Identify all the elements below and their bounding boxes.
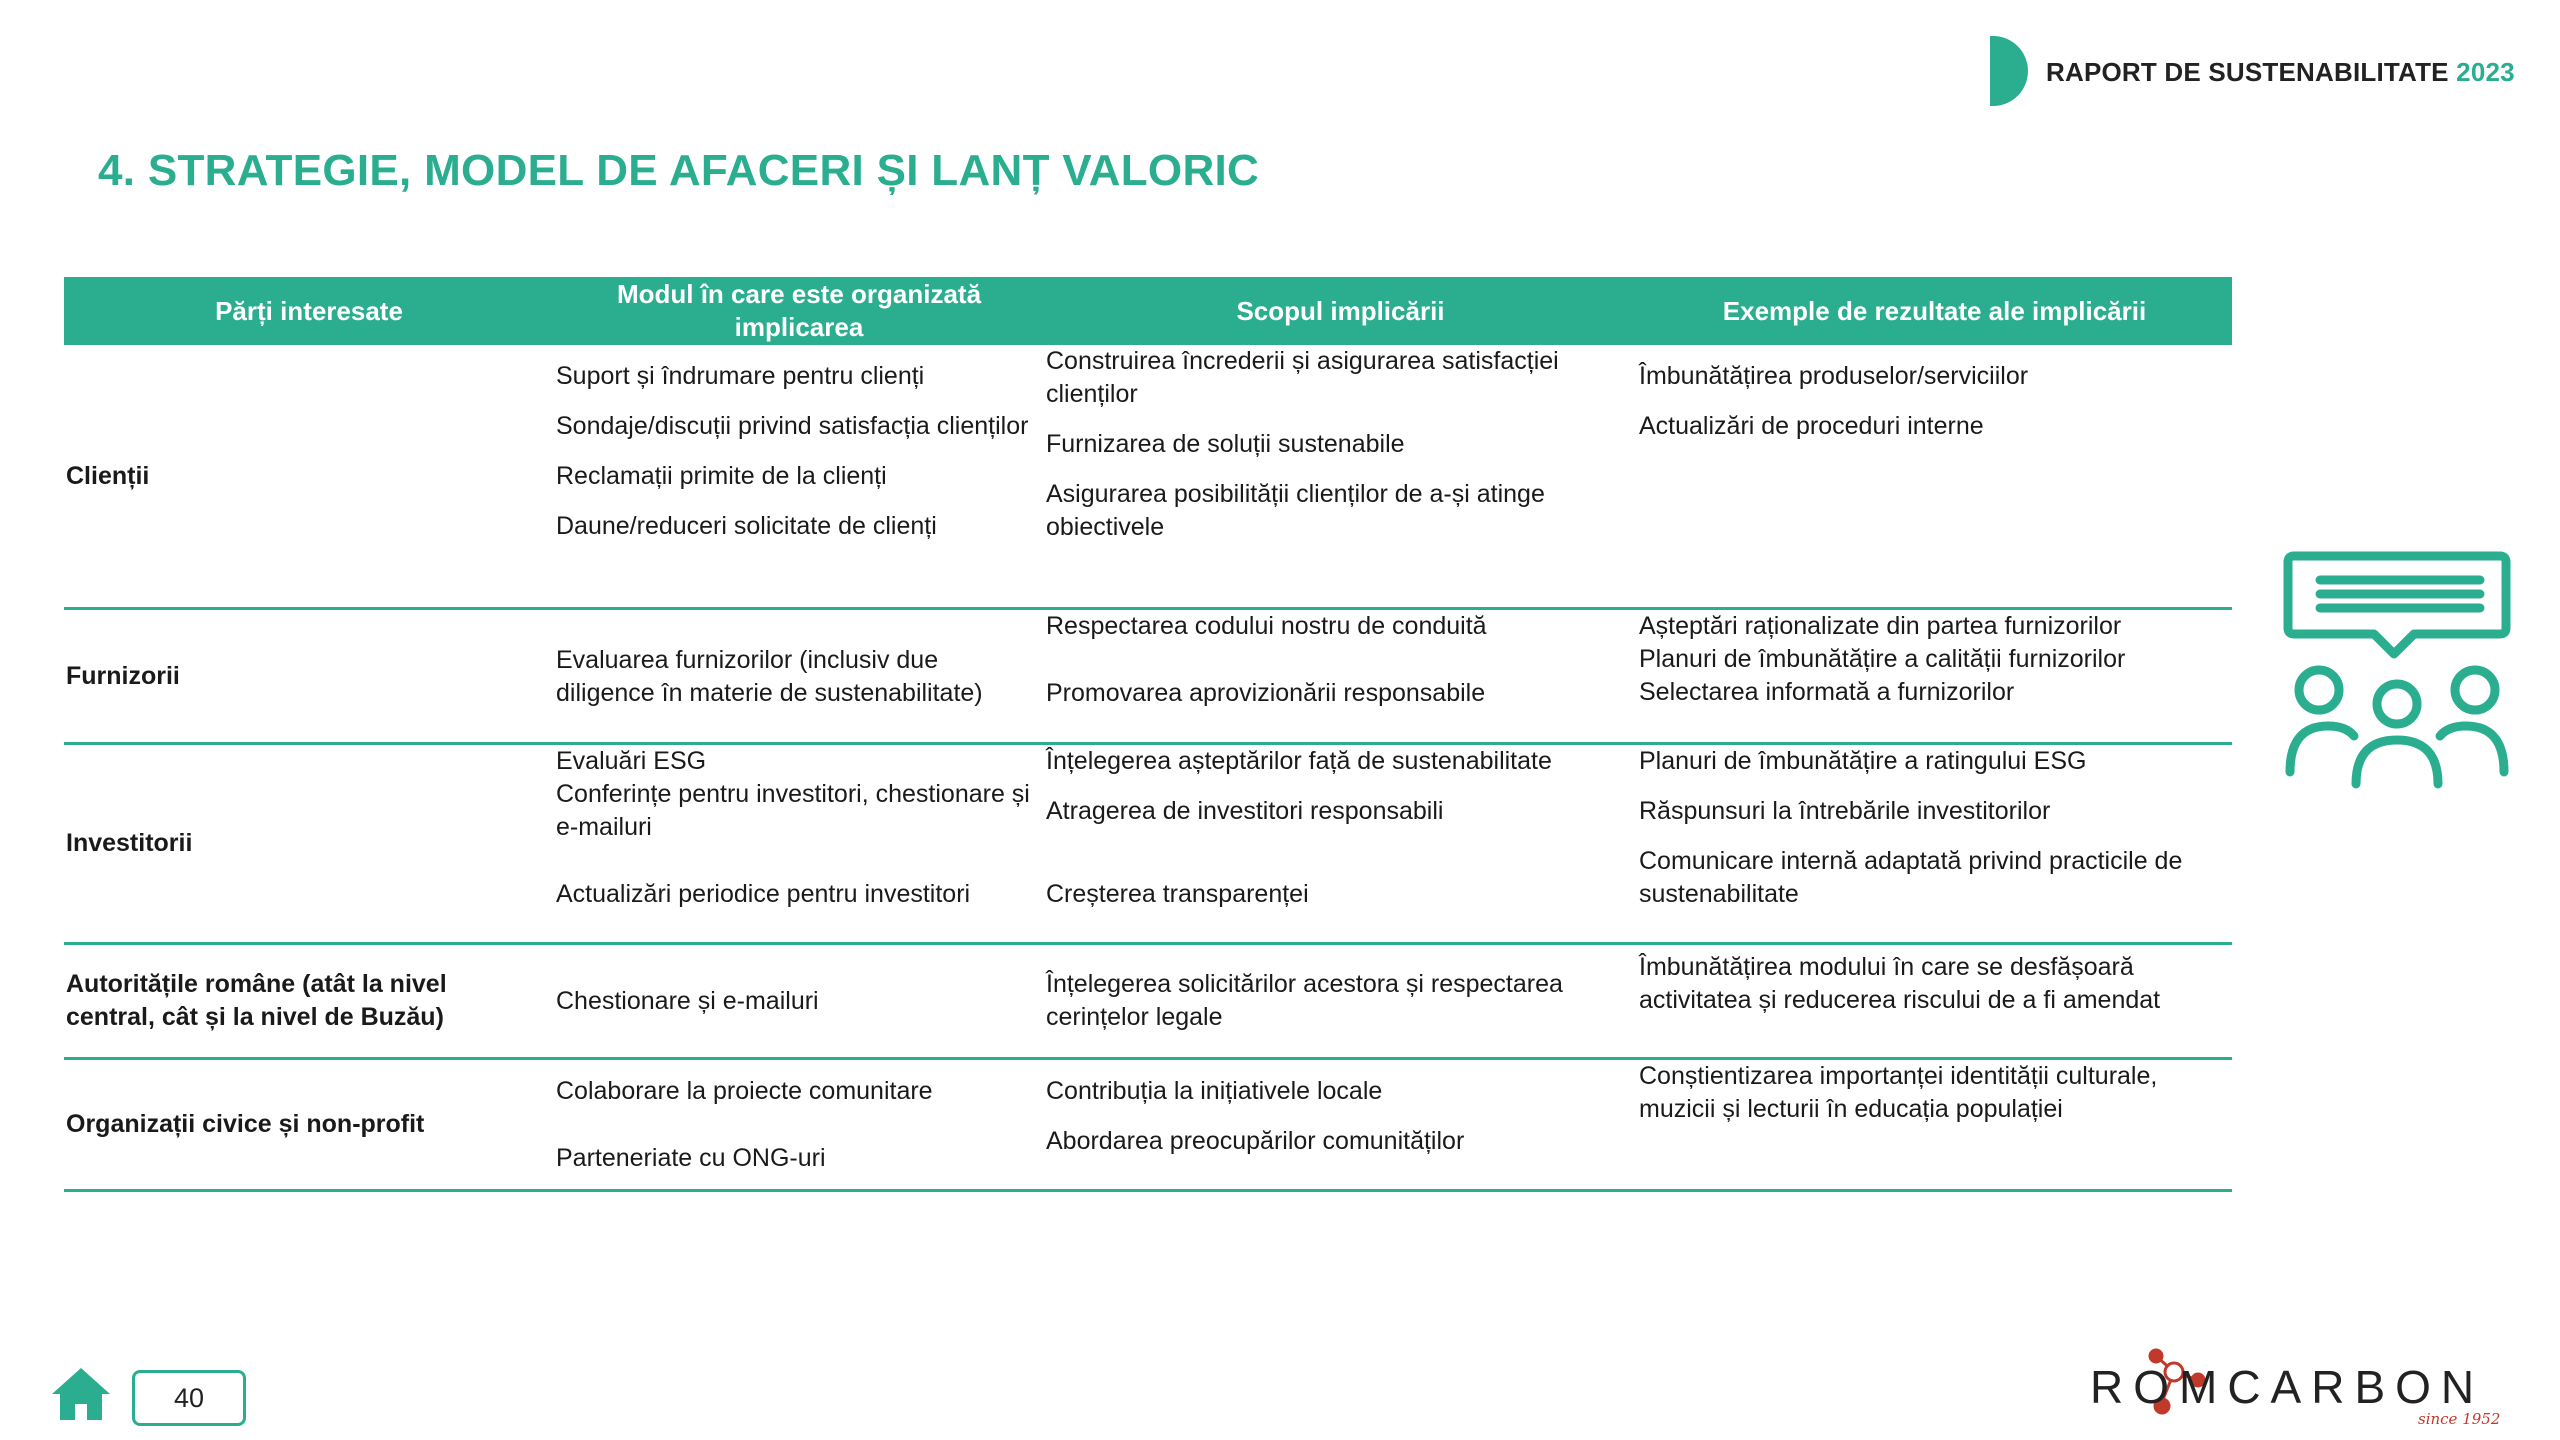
list-item: Conștientizarea importanței identității culturale, muzicii și lecturii în educația populației	[1639, 1062, 2158, 1123]
list-item: Promovarea aprovizionării responsabile	[1046, 679, 1486, 707]
report-year: 2023	[2456, 57, 2515, 87]
stakeholders-discussion-icon	[2282, 550, 2512, 790]
table-row	[64, 1060, 2232, 1192]
romcarbon-logo-text: ROMCARBON	[2090, 1361, 2485, 1413]
engagement-results-list	[1637, 345, 2232, 607]
list-item: Evaluarea furnizorilor (inclusiv due diligence în materie de sustenabilitate)	[556, 646, 983, 707]
list-item: Asigurarea posibilității clienților de a-și atinge obiectivele	[1046, 480, 1545, 541]
list-item: Planuri de îmbunătățire a calității furnizorilor	[1639, 645, 2126, 673]
list-item: Chestionare și e-mailuri	[556, 986, 819, 1015]
list-item: Parteneriate cu ONG-uri	[556, 1144, 826, 1172]
list-item: Creșterea transparenței	[1046, 880, 1309, 908]
list-item: Răspunsuri la întrebările investitorilor	[1639, 797, 2051, 825]
header-engagement-purpose: Scopul implicării	[1236, 295, 1445, 326]
engagement-purpose-list	[1044, 745, 1637, 942]
engagement-mode-list	[554, 1060, 1044, 1189]
engagement-mode-list	[554, 745, 1044, 942]
engagement-purpose-list	[1044, 610, 1637, 742]
list-item: Îmbunătățirea modului în care se desfășoară activitatea și reducerea riscului de a fi amendat	[1639, 953, 2161, 1014]
stakeholder-name: Furnizorii	[66, 661, 180, 690]
list-item: Așteptări raționalizate din partea furnizorilor	[1639, 612, 2122, 640]
engagement-results-list	[1637, 745, 2232, 942]
header-half-circle-mark	[1990, 36, 2028, 106]
home-icon[interactable]	[50, 1366, 112, 1422]
stakeholder-name: Autoritățile române (atât la nivel central, cât și la nivel de Buzău)	[66, 970, 447, 1031]
header-engagement-mode: Modul în care este organizată implicarea	[616, 279, 982, 342]
list-item: Colaborare la proiecte comunitare	[556, 1077, 933, 1105]
list-item: Abordarea preocupărilor comunităților	[1046, 1127, 1465, 1155]
list-item: Îmbunătățirea produselor/serviciilor	[1639, 362, 2029, 390]
engagement-mode-list	[554, 945, 1044, 1057]
list-item: Respectarea codului nostru de conduită	[1046, 612, 1487, 640]
engagement-purpose-list	[1044, 945, 1637, 1057]
engagement-results-list	[1637, 945, 2232, 1057]
list-item: Furnizarea de soluții sustenabile	[1046, 430, 1405, 458]
stakeholder-name: Clienții	[66, 461, 150, 490]
stakeholder-name: Investitorii	[66, 829, 193, 857]
list-item: Conferințe pentru investitori, chestionare și e-mailuri	[556, 780, 1030, 841]
table-row	[64, 945, 2232, 1060]
table-row	[64, 745, 2232, 945]
report-title-text: RAPORT DE SUSTENABILITATE	[2046, 57, 2449, 87]
list-item: Reclamații primite de la clienți	[556, 462, 887, 490]
list-item: Suport și îndrumare pentru clienți	[556, 362, 925, 390]
table-header	[64, 277, 2232, 345]
list-item: Contribuția la inițiativele locale	[1046, 1077, 1383, 1105]
list-item: Înțelegerea așteptărilor față de sustenabilitate	[1046, 747, 1552, 775]
engagement-results-list	[1637, 610, 2232, 742]
engagement-mode-list	[554, 345, 1044, 607]
engagement-mode-list	[554, 610, 1044, 742]
table-row	[64, 345, 2232, 610]
report-title	[2046, 57, 2515, 88]
list-item: Planuri de îmbunătățire a ratingului ESG	[1639, 747, 2087, 775]
stakeholder-name: Organizații civice și non-profit	[66, 1110, 425, 1138]
list-item: Construirea încrederii și asigurarea satisfacției clienților	[1046, 347, 1559, 408]
page-number: 40	[132, 1370, 246, 1426]
romcarbon-logo-since: since 1952	[2418, 1410, 2501, 1428]
engagement-purpose-list	[1044, 345, 1637, 607]
section-title: 4. STRATEGIE, MODEL DE AFACERI ȘI LANȚ VALORIC	[98, 146, 1260, 195]
list-item: Atragerea de investitori responsabili	[1046, 797, 1444, 825]
list-item: Comunicare internă adaptată privind practicile de sustenabilitate	[1639, 847, 2183, 908]
list-item: Selectarea informată a furnizorilor	[1639, 678, 2015, 706]
stakeholder-table	[64, 277, 2232, 1192]
engagement-purpose-list	[1044, 1060, 1637, 1189]
engagement-results-list	[1637, 1060, 2232, 1189]
list-item: Daune/reduceri solicitate de clienți	[556, 512, 937, 540]
table-row	[64, 610, 2232, 745]
list-item: Sondaje/discuții privind satisfacția clienților	[556, 412, 1029, 440]
header-stakeholders: Părți interesate	[215, 295, 403, 326]
list-item: Actualizări de proceduri interne	[1639, 412, 1984, 440]
list-item: Evaluări ESG	[556, 747, 707, 775]
list-item: Actualizări periodice pentru investitori	[556, 880, 971, 908]
list-item: Înțelegerea solicitărilor acestora și respectarea cerințelor legale	[1046, 970, 1563, 1031]
header-engagement-results: Exemple de rezultate ale implicării	[1722, 295, 2147, 326]
